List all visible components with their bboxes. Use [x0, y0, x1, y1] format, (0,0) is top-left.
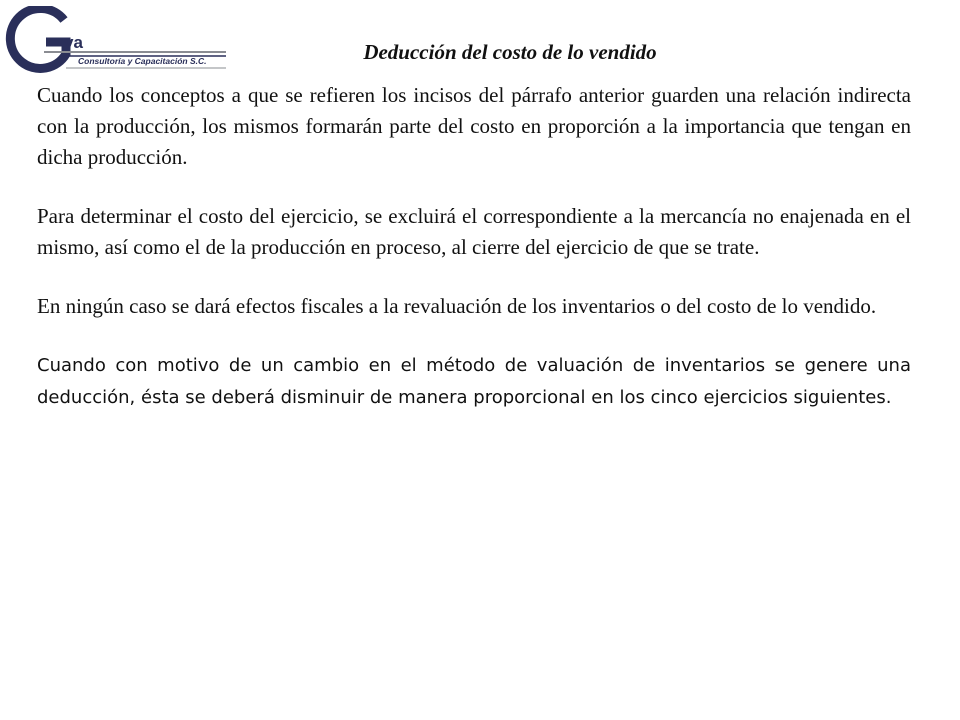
paragraph-indirect-costs: Cuando los conceptos a que se refieren los incisos del párrafo anterior guarden una relación indirecta con la producción, los mismos formarán parte del costo en proporción a la importancia que tengan en dicha producción. [37, 83, 911, 169]
page-title: Deducción del costo de lo vendido [363, 40, 657, 64]
paragraph-cost-of-period: Para determinar el costo del ejercicio, se excluirá el correspondiente a la mercancía no enajenada en el mismo, así como el de la producción en proceso, al cierre del ejercicio de que se trate. [37, 204, 911, 259]
paragraph-revaluation: En ningún caso se dará efectos fiscales a la revaluación de los inventarios o del costo de lo vendido. [37, 294, 877, 318]
logo-company-name: Consultoría y Capacitación S.C. [78, 56, 207, 66]
paragraph-valuation-method-change: Cuando con motivo de un cambio en el método de valuación de inventarios se genere una deducción, ésta se deberá disminuir de manera proporcional en los cinco ejercicios siguientes. [37, 355, 911, 408]
logo-letters: va [64, 33, 83, 52]
body-content [37, 80, 911, 442]
